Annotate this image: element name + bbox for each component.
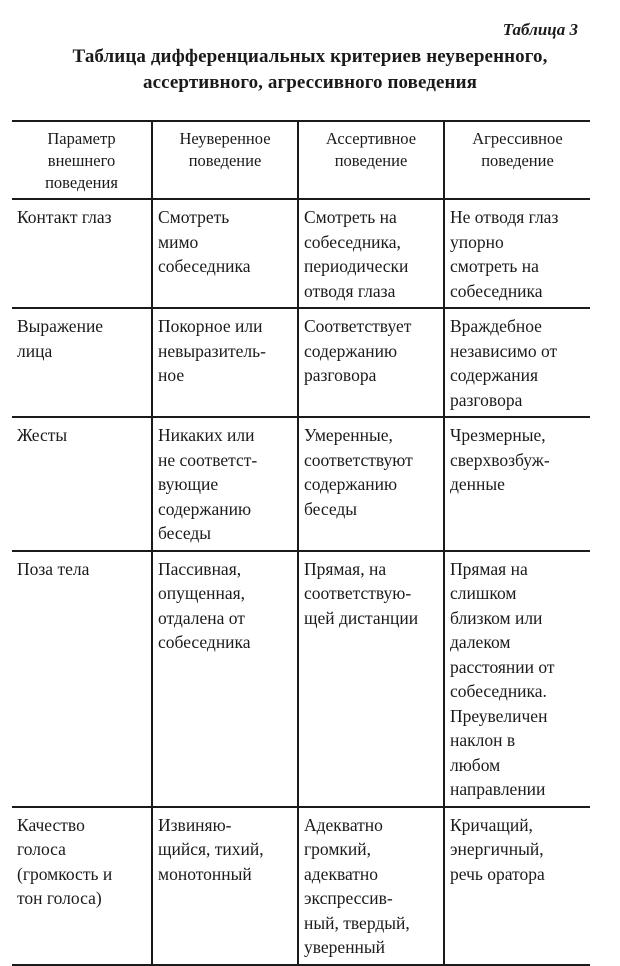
- cell-line: Адекватно: [304, 814, 383, 835]
- parameter-cell: [12, 551, 152, 807]
- cell-line: разговора: [304, 365, 377, 385]
- header-assertive: [298, 121, 444, 199]
- cell-line: Никаких или: [158, 425, 255, 445]
- parameter-cell: [12, 417, 152, 551]
- cell-line: щей дистанции: [304, 607, 419, 628]
- table-row: [12, 807, 590, 965]
- cell-line: собеседника: [158, 256, 251, 276]
- unconfident-cell: [152, 807, 298, 965]
- table-row: [12, 308, 590, 417]
- caption-line: Таблица дифференциальных критериев неуверенного,: [72, 46, 548, 67]
- cell-line: уверенный: [304, 937, 386, 957]
- cell-line: громкий,: [304, 839, 372, 859]
- unconfident-cell: [152, 551, 298, 807]
- assertive-cell: [298, 551, 444, 807]
- table-row: [12, 551, 590, 807]
- cell-line: наклон в: [450, 730, 516, 750]
- header-line: поведения: [45, 173, 118, 192]
- cell-line: ный, твердый,: [304, 912, 410, 933]
- cell-line: содержанию: [304, 474, 398, 494]
- parameter-cell: [12, 807, 152, 965]
- cell-line: упорно: [450, 231, 504, 252]
- cell-line: щийся, тихий,: [158, 839, 264, 859]
- header-row: [12, 121, 590, 199]
- cell-line: расстоянии от: [450, 656, 555, 677]
- cell-line: направлении: [450, 779, 546, 799]
- assertive-cell: [298, 807, 444, 965]
- cell-line: близком или: [450, 607, 543, 628]
- cell-line: соответствуют: [304, 449, 413, 470]
- cell-line: периодически: [304, 256, 409, 276]
- unconfident-cell: [152, 417, 298, 551]
- cell-line: Чрезмерные,: [450, 425, 546, 445]
- cell-line: собеседника,: [304, 231, 401, 252]
- table-number: Таблица 3: [502, 20, 578, 39]
- cell-line: Поза тела: [17, 558, 90, 579]
- header-aggressive: [444, 121, 590, 199]
- cell-line: энергичный,: [450, 839, 544, 859]
- cell-line: мимо: [158, 231, 199, 252]
- aggressive-cell: [444, 417, 590, 551]
- assertive-cell: [298, 308, 444, 417]
- cell-line: собеседника.: [450, 681, 547, 701]
- cell-line: тон голоса): [17, 888, 102, 908]
- cell-line: Выражение: [17, 316, 104, 336]
- cell-line: Прямая, на: [304, 558, 387, 579]
- header-line: поведение: [334, 151, 408, 170]
- assertive-cell: [298, 199, 444, 308]
- cell-line: адекватно: [304, 863, 379, 884]
- cell-line: невыразитель-: [158, 340, 266, 361]
- cell-line: Прямая на: [450, 558, 528, 579]
- cell-line: речь оратора: [450, 863, 545, 884]
- table-row: [12, 199, 590, 308]
- aggressive-cell: [444, 308, 590, 417]
- parameter-cell: [12, 199, 152, 308]
- cell-line: ное: [158, 365, 185, 385]
- table-row: [12, 417, 590, 551]
- unconfident-cell: [152, 308, 298, 417]
- cell-line: монотонный: [158, 863, 252, 884]
- cell-line: любом: [450, 754, 501, 775]
- cell-line: Смотреть: [158, 207, 230, 227]
- cell-line: Извиняю-: [158, 814, 232, 835]
- cell-line: беседы: [304, 498, 358, 519]
- cell-line: содержания: [450, 365, 539, 385]
- cell-line: Пассивная,: [158, 558, 242, 579]
- cell-line: (громкость и: [17, 863, 113, 884]
- header-line: Ассертивное: [325, 129, 417, 148]
- cell-line: экспрессив-: [304, 888, 393, 908]
- cell-line: содержанию: [158, 498, 252, 519]
- assertive-cell: [298, 417, 444, 551]
- aggressive-cell: [444, 807, 590, 965]
- table-caption: [10, 44, 610, 96]
- cell-line: Враждебное: [450, 316, 542, 336]
- cell-line: соответствую-: [304, 583, 412, 603]
- cell-line: вующие: [158, 474, 219, 494]
- criteria-table: [12, 120, 590, 966]
- header-line: Параметр: [47, 129, 116, 148]
- cell-line: сверхвозбуж-: [450, 449, 550, 470]
- header-line: внешнего: [47, 151, 116, 170]
- table-body: [12, 199, 590, 965]
- header-line: поведение: [481, 151, 554, 170]
- header-parameter: [12, 121, 152, 199]
- cell-line: опущенная,: [158, 583, 246, 603]
- cell-line: Не отводя глаз: [450, 207, 559, 227]
- aggressive-cell: [444, 199, 590, 308]
- cell-line: содержанию: [304, 340, 398, 361]
- cell-line: не соответст-: [158, 449, 258, 470]
- header-line: поведение: [188, 151, 262, 170]
- cell-line: беседы: [158, 523, 212, 543]
- cell-line: Смотреть на: [304, 207, 397, 227]
- aggressive-cell: [444, 551, 590, 807]
- caption-line: ассертивного, агрессивного поведения: [142, 72, 477, 93]
- cell-line: Покорное или: [158, 316, 263, 336]
- cell-line: денные: [450, 474, 505, 494]
- cell-line: Контакт глаз: [17, 207, 112, 227]
- cell-line: Качество: [17, 814, 85, 835]
- cell-line: разговора: [450, 389, 523, 410]
- cell-line: лица: [17, 340, 53, 361]
- parameter-cell: [12, 308, 152, 417]
- header-line: Неуверенное: [179, 129, 271, 148]
- header-unconfident: [152, 121, 298, 199]
- cell-line: собеседника: [158, 632, 251, 652]
- cell-line: независимо от: [450, 340, 558, 361]
- cell-line: Кричащий,: [450, 814, 533, 835]
- cell-line: далеком: [450, 632, 511, 652]
- cell-line: Преувеличен: [450, 705, 548, 726]
- unconfident-cell: [152, 199, 298, 308]
- cell-line: собеседника: [450, 280, 543, 301]
- cell-line: смотреть на: [450, 256, 539, 276]
- cell-line: отводя глаза: [304, 280, 396, 301]
- cell-line: слишком: [450, 583, 517, 603]
- cell-line: Умеренные,: [304, 425, 393, 445]
- cell-line: Жесты: [17, 425, 68, 445]
- cell-line: отдалена от: [158, 607, 245, 628]
- cell-line: голоса: [17, 839, 66, 859]
- cell-line: Соответствует: [304, 316, 412, 336]
- header-line: Агрессивное: [472, 129, 563, 148]
